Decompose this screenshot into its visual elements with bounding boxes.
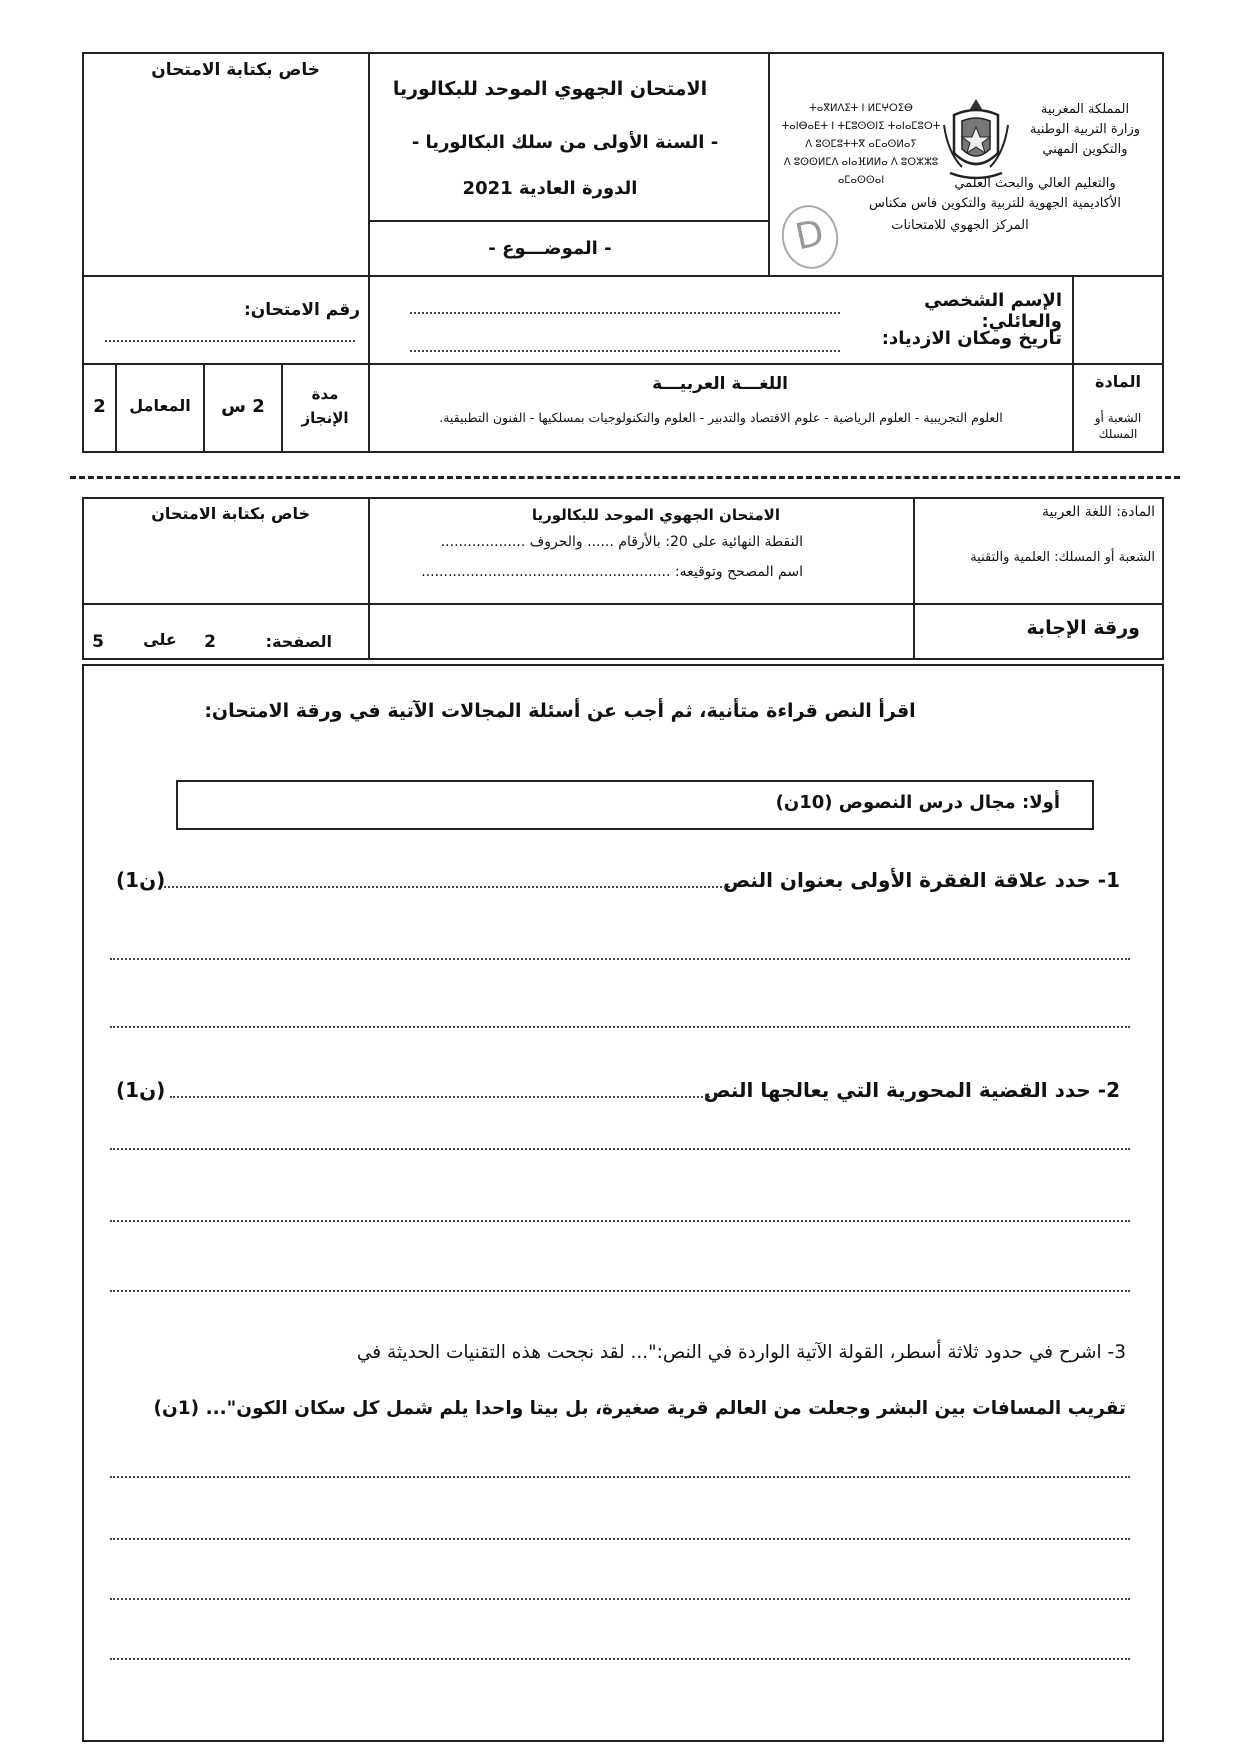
kingdom-emblem-icon (940, 95, 1012, 185)
exam-level: - السنة الأولى من سلك البكالوريا - (411, 132, 719, 153)
exam-number-label: رقم الامتحان: (243, 300, 360, 320)
ministry-block (1010, 100, 1160, 160)
page-current: 2 (204, 632, 216, 652)
tifinagh-line: ⴷ ⵓⵙⵎⵓⵜⵜⴳ ⴰⵎⴰⵙⵍⴰⵢ (805, 139, 917, 150)
subject-branches: العلوم التجريبية - العلوم الرياضية - علوم الاقتصاد والتدبير - العلوم والتكنولوجيات بمسلكيها - الفنون التطبيقية. (439, 410, 1003, 425)
stamp-letter: D (791, 212, 828, 259)
academy-name: الأكاديمية الجهوية للتربية والتكوين فاس مكناس (869, 196, 1121, 211)
page-of: على (143, 630, 177, 649)
question-3-line-2: تقريب المسافات بين البشر وجعلت من العالم قرية صغيرة، بل بيتا واحدا يلم شمل كل سكان الكون"... (1ن) (153, 1398, 1126, 1419)
answer-exam-title: الامتحان الجهوي الموحد للبكالوريا (531, 506, 780, 524)
ministry-line: وزارة التربية الوطنية (1029, 122, 1141, 137)
final-grade: النقطة النهائية على 20: بالأرقام ...... والحروف ................... (440, 534, 803, 550)
tifinagh-line: ⵜⴰⴳⵍⴷⵉⵜ ⵏ ⵍⵎⵖⵔⵉⴱ (809, 103, 913, 114)
candidate-name-field[interactable] (410, 312, 840, 314)
question-2-points: (1ن) (116, 1078, 166, 1102)
tifinagh-line: ⴷ ⵓⵙⵙⵍⵎⴷ ⴰⵏⴰⴼⵍⵍⴰ ⴷ ⵓⵔⵣⵣⵓ ⴰⵎⴰⵙⵙⴰⵏ (783, 157, 939, 186)
regional-center: المركز الجهوي للامتحانات (891, 218, 1029, 233)
ministry-line-4: والتعليم العالي والبحث العلمي (954, 176, 1116, 191)
question-1: 1- حدد علاقة الفقرة الأولى بعنوان النص (723, 868, 1120, 892)
question-2-leader (170, 1096, 710, 1098)
birth-label: تاريخ ومكان الازدياد: (881, 328, 1062, 349)
answer-branch: الشعبة أو المسلك: العلمية والتقنية (970, 550, 1155, 565)
subject-name: اللغـــة العربيـــة (652, 374, 788, 394)
exam-number-field[interactable] (105, 340, 355, 342)
answer-line[interactable] (110, 1290, 1130, 1292)
candidate-name-label: الإسم الشخصي والعائلي: (924, 290, 1062, 332)
exam-number-cell (82, 275, 370, 365)
duration-value: 2 س (221, 396, 265, 417)
page-label: الصفحة: (265, 632, 332, 651)
answer-line[interactable] (110, 1148, 1130, 1150)
question-1-leader (160, 886, 730, 888)
header-office-label: خاص بكتابة الامتحان (151, 60, 320, 80)
coef-label: المعامل (129, 396, 191, 415)
page-total: 5 (92, 632, 104, 652)
cut-line (70, 476, 1180, 479)
header-office-cell (82, 52, 370, 277)
duration-label: مدة الإنجاز (301, 385, 349, 427)
instruction-text: اقرأ النص قراءة متأنية، ثم أجب عن أسئلة المجالات الآتية في ورقة الامتحان: (204, 700, 916, 722)
answer-line[interactable] (110, 1538, 1130, 1540)
answer-subject: المادة: اللغة العربية (1041, 504, 1155, 520)
section-title: أولا: مجال درس النصوص (10ن) (775, 792, 1060, 813)
answer-line[interactable] (110, 1476, 1130, 1478)
branch-label: الشعبة أو المسلك (1094, 411, 1142, 441)
birth-field[interactable] (410, 350, 840, 352)
ministry-line: والتكوين المهني (1042, 142, 1128, 157)
answer-line[interactable] (110, 1026, 1130, 1028)
subject-heading: - الموضـــوع - (488, 238, 612, 259)
answer-blank-cell (368, 603, 915, 660)
answer-line[interactable] (110, 1658, 1130, 1660)
candidate-blank-cell (1072, 275, 1164, 365)
exam-session: الدورة العادية 2021 (462, 178, 638, 199)
question-3-line-1: 3- اشرح في حدود ثلاثة أسطر، القولة الآتية الواردة في النص:"... لقد نجحت هذه التقنيات الحديثة في (356, 1342, 1126, 1363)
corrector-name: اسم المصحح وتوقيعه: ........................................................ (421, 564, 803, 580)
ministry-line: المملكة المغربية (1040, 102, 1130, 117)
subject-label: المادة (1095, 372, 1141, 391)
answer-line[interactable] (110, 1598, 1130, 1600)
exam-title: الامتحان الجهوي الموحد للبكالوريا (392, 78, 708, 100)
tifinagh-line: ⵜⴰⵏⴱⴰⴹⵜ ⵏ ⵜⵎⵓⵙⵙⵏⵉ ⵜⴰⵏⴰⵎⵓⵔⵜ (781, 121, 941, 132)
answer-line[interactable] (110, 958, 1130, 960)
question-2: 2- حدد القضية المحورية التي يعالجها النص (703, 1078, 1120, 1102)
coef-value: 2 (93, 396, 106, 417)
answer-office-label: خاص بكتابة الامتحان (151, 504, 310, 523)
answer-line[interactable] (110, 1220, 1130, 1222)
question-1-points: (1ن) (116, 868, 166, 892)
answer-sheet-title: ورقة الإجابة (1026, 617, 1140, 639)
